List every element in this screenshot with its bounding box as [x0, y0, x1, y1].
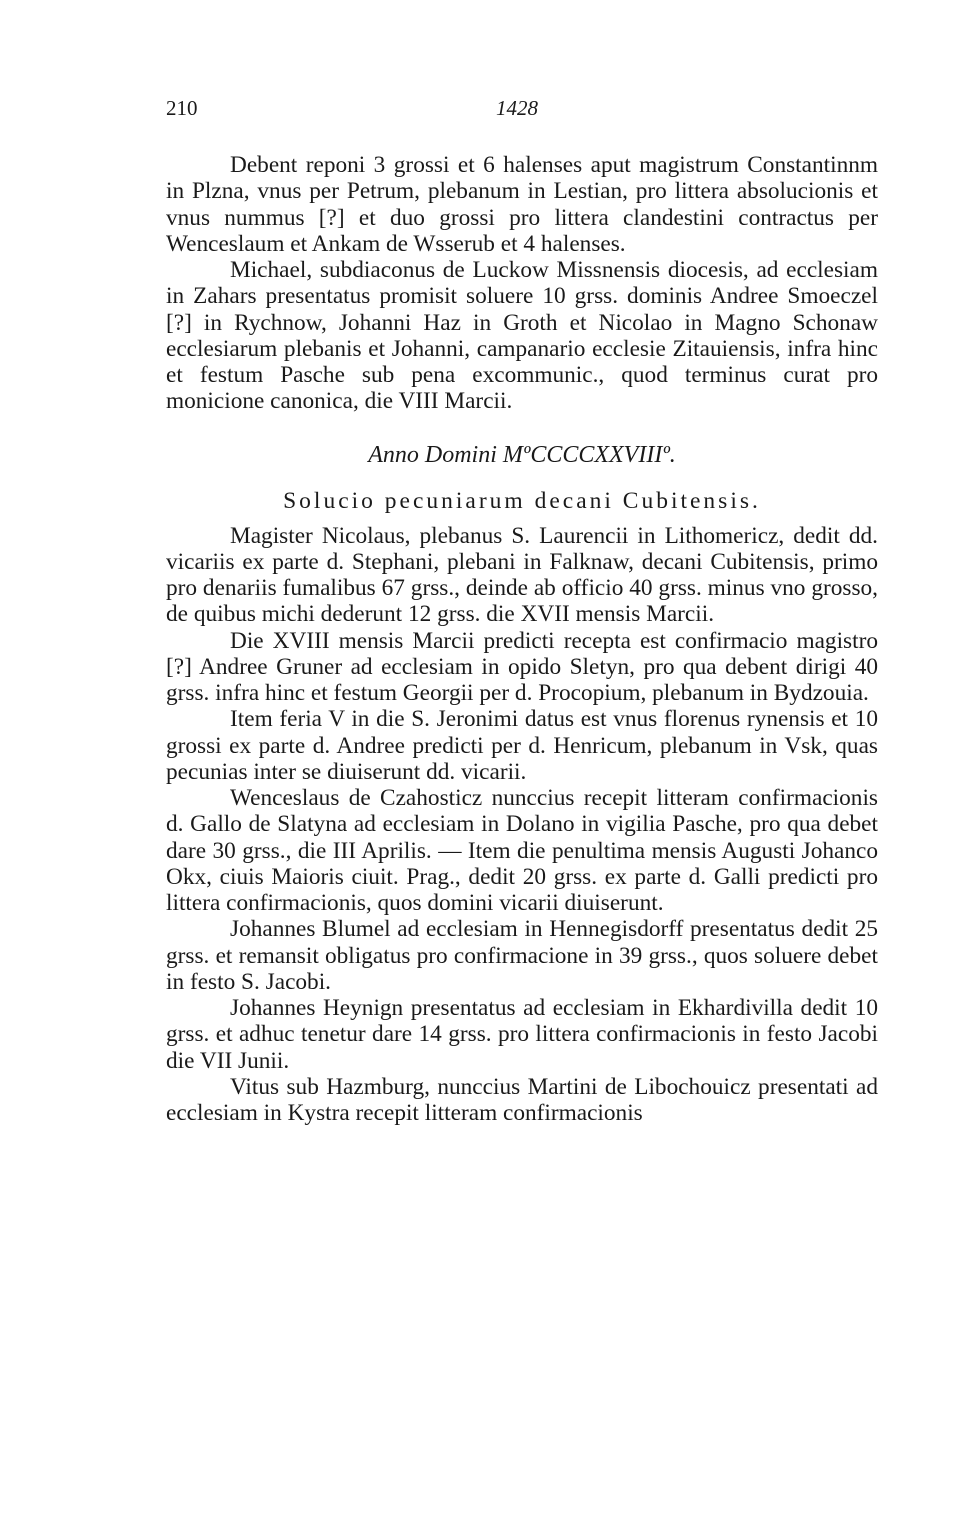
year-heading: Anno Domini MºCCCCXXVIIIº. — [368, 441, 676, 468]
paragraph: Michael, subdiaconus de Luckow Missnensis diocesis, ad ecclesiam in Zahars presentatus promisit soluere 10 grss. dominis Andree Smoeczel [?] in Rychnow, Johanni Haz in Groth et Nicolao in Magno Schonaw ecclesiarum plebanis et Johanni, campanario ecclesie Zitauiensis, infra hinc et festum Pasche sub pena excommunic., quod terminus curat pro monicione canonica, die VIII Marcii. — [166, 257, 878, 415]
paragraph: Magister Nicolaus, plebanus S. Laurencii in Lithomericz, dedit dd. vicariis ex parte d. Stephani, plebani in Falknaw, decani Cubitensis, primo pro denariis fumalibus 67 grss., deinde ab officio 40 grss. minus vno grosso, de quibus michi dederunt 12 grss. die XVII mensis Marcii. — [166, 522, 878, 628]
body-text — [166, 152, 878, 1126]
page-number: 210 — [166, 96, 198, 120]
paragraph: Vitus sub Hazmburg, nunccius Martini de Libochouicz presentati ad ecclesiam in Kystra recepit litteram confirmacionis — [166, 1073, 878, 1126]
running-header-year: 1428 — [496, 96, 538, 120]
paragraph: Wenceslaus de Czahosticz nunccius recepit litteram confirmacionis d. Gallo de Slatyna ad ecclesiam in Dolano in vigilia Pasche, pro qua debet dare 30 grss., die III Aprilis. — Item die penultima mensis Augusti Johanco Okx, ciuis Maioris ciuit. Prag., dedit 20 grss. ex parte d. Galli predicti pro littera confirmacionis, quos domini vicarii diuiserunt. — [166, 785, 878, 916]
paragraph: Debent reponi 3 grossi et 6 halenses aput magistrum Constantinnm in Plzna, vnus per Petrum, plebanum in Lestian, pro littera absolucionis et vnus nummus [?] et duo grossi pro littera clandestini contractus per Wenceslaum et Ankam de Wsserub et 4 halenses. — [166, 152, 878, 257]
paragraph: Johannes Heynign presentatus ad ecclesiam in Ekhardivilla dedit 10 grss. et adhuc tenetur dare 14 grss. pro littera confirmacionis in festo Jacobi die VII Junii. — [166, 995, 878, 1074]
paragraph: Die XVIII mensis Marcii predicti recepta est confirmacio magistro [?] Andree Gruner ad ecclesiam in opido Sletyn, pro qua debent dirigi 40 grss. infra hinc et festum Georgii per d. Procopium, plebanum in Bydzouia. — [166, 627, 878, 706]
page-header — [166, 96, 878, 126]
paragraph: Item feria V in die S. Jeronimi datus est vnus florenus rynensis et 10 grossi ex parte d. Andree predicti per d. Henricum, plebanum in Vsk, quas pecunias inter se diuiserunt dd. vicarii. — [166, 706, 878, 785]
paragraph: Johannes Blumel ad ecclesiam in Hennegisdorff presentatus dedit 25 grss. et remansit obligatus pro confirmacione in 39 grss., quos soluere debet in festo S. Jacobi. — [166, 916, 878, 995]
section-heading: Solucio pecuniarum decani Cubitensis. — [283, 487, 761, 514]
